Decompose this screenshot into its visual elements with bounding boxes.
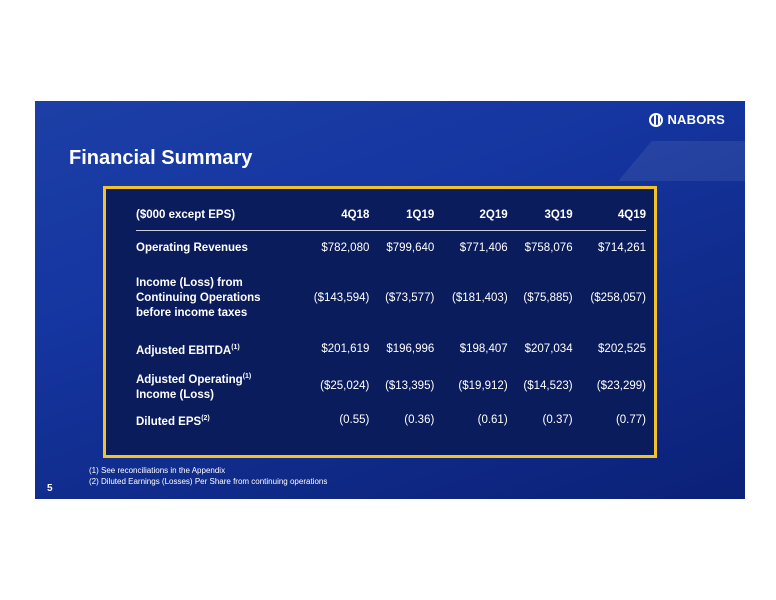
page-number: 5 [47,483,53,494]
row-label: Income (Loss) from Continuing Operations before income taxes [136,276,261,319]
table-cell: (0.61) [477,414,508,426]
table-cell: ($13,395) [385,380,435,392]
table-cell: (0.55) [339,414,370,426]
table-row [136,367,646,405]
table-cell: ($73,577) [385,292,435,304]
table-cell: $201,619 [321,343,370,355]
footnote-2: (2) Diluted Earnings (Losses) Per Share from continuing operations [89,477,328,486]
row-label-text-line2: Income (Loss) [136,388,214,401]
table-row [136,231,646,266]
header-2q19: 2Q19 [479,209,508,221]
header-4q18: 4Q18 [341,209,370,221]
table-cell: $799,640 [386,242,435,254]
table-cell: ($181,403) [452,292,508,304]
row-label-text: Adjusted EBITDA [136,344,232,357]
table-cell: $714,261 [598,242,646,254]
table-header-row [136,209,646,231]
financial-summary-table [136,209,646,435]
table-cell: $198,407 [459,343,508,355]
table-cell: $782,080 [321,242,370,254]
header-4q19: 4Q19 [617,209,646,221]
logo-text: NABORS [667,112,725,127]
row-label [136,331,296,367]
row-label-text: Adjusted Operating [136,373,243,386]
table-row [136,331,646,367]
table-cell: ($258,057) [590,292,646,304]
table-cell: (0.36) [404,414,435,426]
table-row [136,265,646,331]
table-cell: ($23,299) [596,380,646,392]
footnote-ref: (2) [201,414,210,422]
table-cell: ($143,594) [313,292,370,304]
table-cell: $771,406 [459,242,508,254]
row-label-text: Diluted EPS [136,415,202,428]
nabors-logo-icon [649,113,663,127]
footnote-ref: (1) [231,343,240,351]
slide [35,101,745,499]
footnote-1: (1) See reconciliations in the Appendix [89,466,226,475]
table-cell: (0.77) [615,414,646,426]
decorative-stripe [618,141,745,181]
footnote-ref: (1) [242,373,252,381]
table-cell: $196,996 [386,343,435,355]
table-cell: (0.37) [542,414,573,426]
table-cell: $202,525 [598,343,646,355]
header-1q19: 1Q19 [406,209,435,221]
header-3q19: 3Q19 [544,209,573,221]
financial-table-box [103,186,657,458]
table-cell: $758,076 [524,242,573,254]
footnotes [89,465,327,487]
row-label [136,367,296,405]
table-cell: ($25,024) [320,380,370,392]
header-label: ($000 except EPS) [136,209,236,221]
table-cell: ($14,523) [523,380,573,392]
table-cell: ($19,912) [458,380,508,392]
row-label [136,405,296,435]
table-cell: $207,034 [524,343,573,355]
nabors-logo [649,112,725,127]
slide-title: Financial Summary [69,147,253,169]
table-cell: ($75,885) [523,292,573,304]
table-row [136,405,646,435]
row-label: Operating Revenues [136,241,248,254]
